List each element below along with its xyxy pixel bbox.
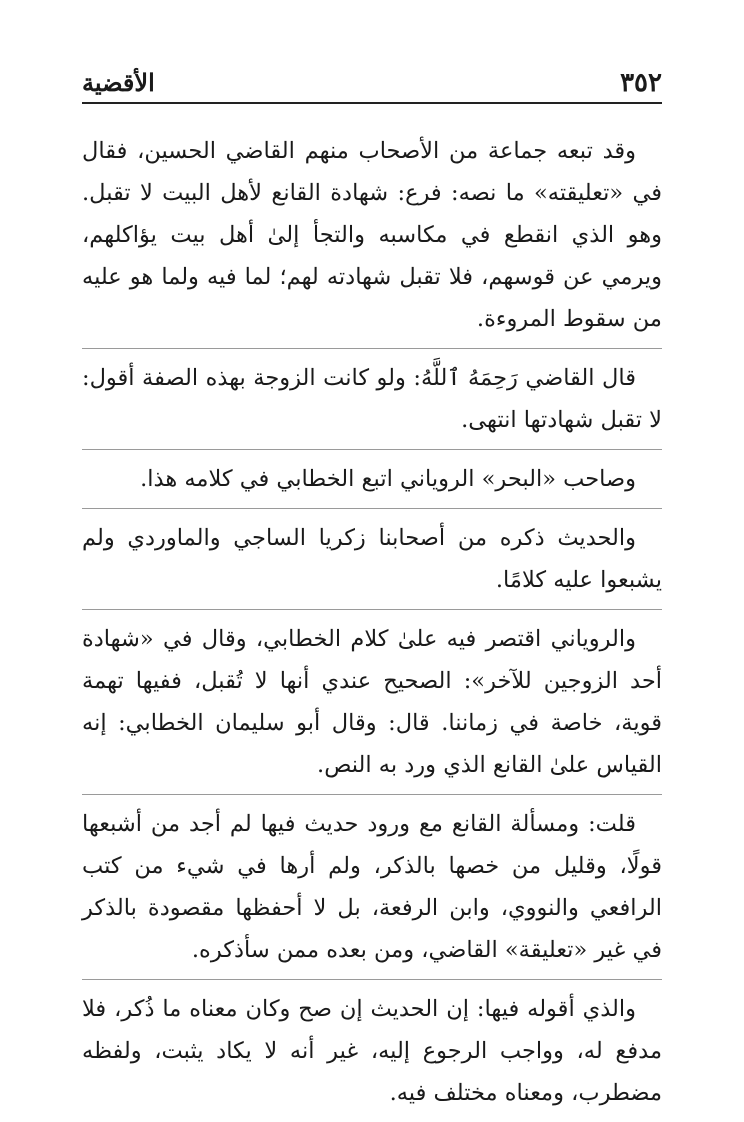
paragraph: والحديث ذكره من أصحابنا زكريا الساجي والماوردي ولم يشبعوا عليه كلامًا.: [82, 517, 662, 610]
paragraph: وقد تبعه جماعة من الأصحاب منهم القاضي الحسين، فقال في «تعليقته» ما نصه: فرع: شهادة القانع لأهل البيت لا تقبل. وهو الذي انقطع في مكاسبه والتجأ إلىٰ أهل بيت يؤاكلهم، ويرمي عن قوسهم، فلا تقبل شهادته لهم؛ لما فيه ولما هو عليه من سقوط المروءة.: [82, 130, 662, 349]
page-number: ٣٥٢: [620, 68, 662, 98]
paragraph: والروياني اقتصر فيه علىٰ كلام الخطابي، وقال في «شهادة أحد الزوجين للآخر»: الصحيح عندي أنها لا تُقبل، ففيها تهمة قوية، خاصة في زماننا. قال: وقال أبو سليمان الخطابي: إنه القياس علىٰ القانع الذي ورد به النص.: [82, 618, 662, 795]
body-text: [82, 130, 663, 1106]
running-title: الأقضية: [82, 68, 155, 97]
paragraph: قال القاضي رَحِمَهُ ٱللَّهُ: ولو كانت الزوجة بهذه الصفة أقول: لا تقبل شهادتها انتهى.: [82, 357, 662, 450]
header-rule: [82, 102, 662, 104]
paragraph: وصاحب «البحر» الروياني اتبع الخطابي في كلامه هذا.: [82, 458, 662, 509]
page-header: [82, 60, 662, 104]
paragraph: قلت: ومسألة القانع مع ورود حديث فيها لم أجد من أشبعها قولًا، وقليل من خصها بالذكر، ولم أرها في شيء من كتب الرافعي والنووي، وابن الرفعة، بل لا أحفظها مقصودة بالذكر في غير «تعليقة» القاضي، ومن بعده ممن سأذكره.: [82, 803, 662, 980]
paragraph: والذي أقوله فيها: إن الحديث إن صح وكان معناه ما ذُكر، فلا مدفع له، وواجب الرجوع إليه، غير أنه لا يكاد يثبت، ولفظه مضطرب، ومعناه مختلف فيه.: [82, 996, 662, 1106]
